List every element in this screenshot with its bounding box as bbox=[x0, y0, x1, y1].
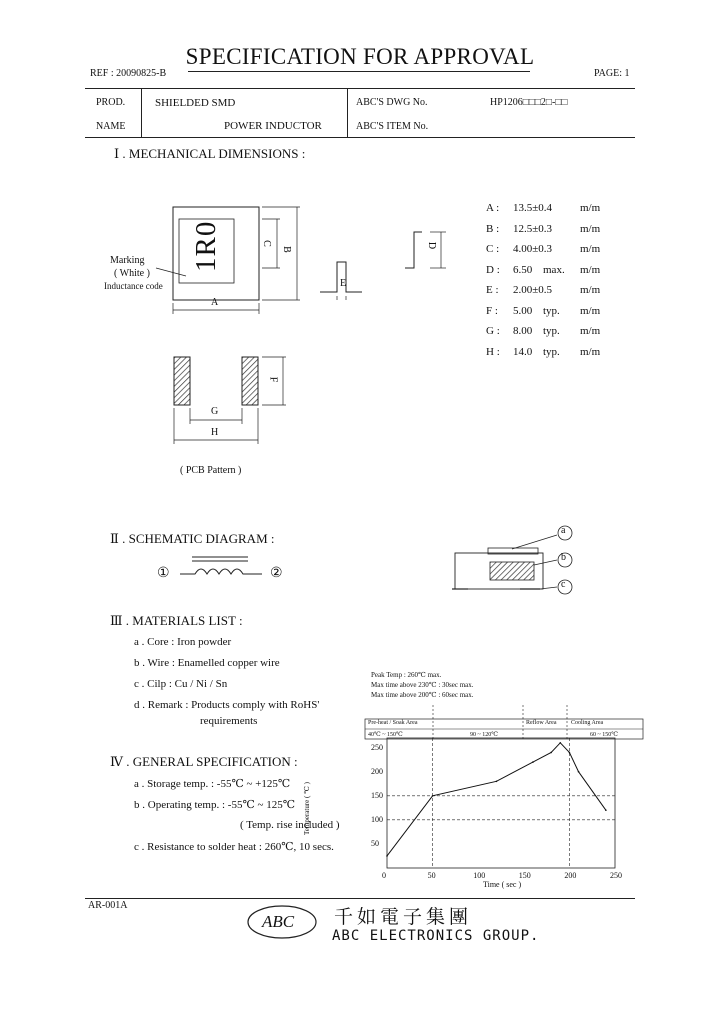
material-item-remark: d . Remark : Products comply with RoHS' bbox=[134, 699, 320, 711]
schematic-pin-2: ② bbox=[270, 566, 283, 581]
chart-point bbox=[496, 781, 498, 783]
dim-value: 5.00 bbox=[513, 304, 533, 317]
chart-y-tick: 200 bbox=[371, 766, 383, 776]
dim-note: typ. bbox=[543, 345, 560, 358]
chart-xlabel: Time ( sec ) bbox=[483, 880, 522, 889]
inductance-code-label: Inductance code bbox=[104, 281, 163, 291]
chart-point bbox=[432, 795, 434, 797]
dim-value: 4.00±0.3 bbox=[513, 243, 553, 255]
dim-letter-c: C bbox=[260, 240, 272, 247]
dim-unit: m/m bbox=[580, 304, 601, 317]
dim-unit: m/m bbox=[580, 325, 601, 337]
dim-unit: m/m bbox=[580, 243, 601, 255]
footer-line bbox=[85, 898, 635, 899]
dim-key: A : bbox=[486, 202, 500, 214]
page-number: PAGE: 1 bbox=[594, 68, 630, 79]
dim-letter-g: G bbox=[211, 406, 219, 417]
chart-x-tick: 50 bbox=[427, 871, 436, 880]
inductor-side-view bbox=[405, 232, 422, 268]
chart-note-3: Max time above 200℃ : 60sec max. bbox=[371, 691, 474, 699]
leader-b bbox=[534, 560, 557, 565]
chart-note-1: Peak Temp : 260℃ max. bbox=[371, 671, 442, 679]
dim-value: 6.50 bbox=[513, 263, 533, 276]
chart-zone-reflow: Reflow Area bbox=[526, 720, 557, 726]
dim-letter-f: F bbox=[267, 376, 279, 383]
chart-frame bbox=[387, 738, 615, 868]
spec-solder-heat: c . Resistance to solder heat : 260℃, 10 secs. bbox=[134, 841, 334, 853]
dim-letter-e: E bbox=[340, 278, 347, 289]
pcb-pattern-label: ( PCB Pattern ) bbox=[180, 465, 242, 476]
material-item-wire: b . Wire : Enamelled copper wire bbox=[134, 657, 280, 669]
chart-point bbox=[569, 752, 571, 754]
pcb-pad-right bbox=[242, 357, 258, 405]
dim-value: 8.00 bbox=[513, 325, 533, 337]
logo-text: ABC bbox=[262, 912, 295, 931]
callout-a-label: a bbox=[561, 525, 566, 536]
spec-storage-temp: a . Storage temp. : -55℃ ~ +125℃ bbox=[134, 778, 291, 790]
dwg-label: ABC'S DWG No. bbox=[356, 97, 428, 108]
chart-point bbox=[605, 809, 607, 811]
reflow-chart bbox=[386, 738, 615, 868]
form-code: AR-001A bbox=[88, 900, 128, 911]
coil-symbol bbox=[180, 569, 262, 574]
cross-section-winding bbox=[490, 562, 534, 580]
materials-heading: Ⅲ . MATERIALS LIST : bbox=[110, 613, 243, 628]
dim-unit: m/m bbox=[580, 284, 601, 296]
chart-point bbox=[532, 761, 534, 763]
material-item-clip: c . Cilp : Cu / Ni / Sn bbox=[134, 678, 228, 690]
page-title: SPECIFICATION FOR APPROVAL bbox=[185, 44, 535, 69]
mechanical-heading: Ⅰ . MECHANICAL DIMENSIONS : bbox=[114, 146, 306, 161]
callout-c-label: c bbox=[561, 579, 566, 590]
dim-key: H : bbox=[486, 345, 500, 358]
ref-number: REF : 20090825-B bbox=[90, 68, 167, 79]
name-label: NAME bbox=[96, 121, 126, 132]
chart-ylabel: Temperature ( ℃ ) bbox=[303, 781, 311, 835]
callout-b-label: b bbox=[561, 552, 566, 563]
chart-series-line bbox=[387, 743, 606, 856]
product-name-line1: SHIELDED SMD bbox=[155, 97, 236, 109]
schematic-heading: Ⅱ . SCHEMATIC DIAGRAM : bbox=[110, 531, 275, 546]
marking-color: ( White ) bbox=[114, 268, 150, 279]
chart-y-tick: 100 bbox=[371, 814, 383, 824]
chart-zone-value-1: 40℃ ~ 150℃ bbox=[368, 732, 403, 738]
dim-note: typ. bbox=[543, 325, 560, 337]
material-remark-cont: requirements bbox=[200, 715, 258, 727]
chart-y-tick: 150 bbox=[371, 790, 383, 800]
chart-y-tick: 50 bbox=[371, 838, 379, 848]
dim-letter-a: A bbox=[211, 297, 219, 308]
dim-unit: m/m bbox=[580, 345, 601, 358]
dim-unit: m/m bbox=[580, 222, 601, 235]
company-name-english: ABC ELECTRONICS GROUP. bbox=[332, 928, 540, 944]
dim-letter-b: B bbox=[280, 246, 292, 253]
dwg-value: HP1206□□□2□-□□ bbox=[490, 97, 568, 108]
dim-unit: m/m bbox=[580, 202, 601, 214]
dim-value: 12.5±0.3 bbox=[513, 222, 553, 235]
dim-unit: m/m bbox=[580, 263, 601, 276]
chart-x-tick: 150 bbox=[518, 871, 531, 880]
dim-key: E : bbox=[486, 284, 499, 296]
product-name-line2: POWER INDUCTOR bbox=[224, 120, 322, 132]
chart-point bbox=[578, 771, 580, 773]
dim-note: typ. bbox=[543, 304, 560, 317]
marking-label: Marking bbox=[110, 255, 145, 266]
chart-zone-cooling: Cooling Area bbox=[571, 720, 604, 726]
chart-zone-value-2: 90 ~ 120℃ bbox=[470, 732, 498, 738]
dim-key: G : bbox=[486, 325, 500, 337]
dim-key: C : bbox=[486, 243, 500, 255]
leader-a bbox=[512, 535, 557, 549]
chart-note-2: Max time above 230℃ : 30sec max. bbox=[371, 681, 474, 689]
dim-value: 14.0 bbox=[513, 345, 533, 358]
marking-pointer bbox=[156, 268, 186, 276]
chart-x-tick: 200 bbox=[564, 871, 577, 880]
chart-x-tick: 100 bbox=[473, 871, 486, 880]
dim-letter-h: H bbox=[211, 427, 219, 438]
chart-point bbox=[559, 742, 561, 744]
dim-value: 13.5±0.4 bbox=[513, 202, 553, 214]
general-heading: Ⅳ . GENERAL SPECIFICATION : bbox=[110, 754, 298, 769]
leader-c bbox=[540, 587, 557, 589]
spec-temp-rise-note: ( Temp. rise included ) bbox=[240, 819, 340, 831]
dim-key: D : bbox=[486, 263, 500, 276]
item-label: ABC'S ITEM No. bbox=[356, 121, 429, 132]
chart-point bbox=[550, 752, 552, 754]
dim-key: F : bbox=[486, 304, 498, 317]
company-name-chinese: 千如電子集團 bbox=[334, 906, 473, 928]
chart-zone-preheat: Pre-heat / Soak Area bbox=[368, 720, 418, 726]
chart-x-tick: 0 bbox=[382, 871, 386, 880]
chart-point bbox=[386, 855, 388, 857]
dim-letter-d: D bbox=[426, 241, 438, 250]
pcb-pad-left bbox=[174, 357, 190, 405]
schematic-pin-1: ① bbox=[157, 566, 170, 581]
dim-note: max. bbox=[543, 263, 565, 276]
chart-y-tick: 250 bbox=[371, 742, 383, 752]
dim-key: B : bbox=[486, 222, 500, 235]
chart-x-tick: 250 bbox=[610, 871, 622, 880]
prod-label: PROD. bbox=[96, 97, 126, 108]
dim-value: 2.00±0.5 bbox=[513, 284, 553, 296]
marking-code: 1R0 bbox=[190, 220, 222, 272]
material-item-core: a . Core : Iron powder bbox=[134, 636, 232, 648]
chart-zone-value-3: 60 ~ 150℃ bbox=[590, 732, 618, 738]
spec-operating-temp: b . Operating temp. : -55℃ ~ 125℃ bbox=[134, 799, 296, 811]
